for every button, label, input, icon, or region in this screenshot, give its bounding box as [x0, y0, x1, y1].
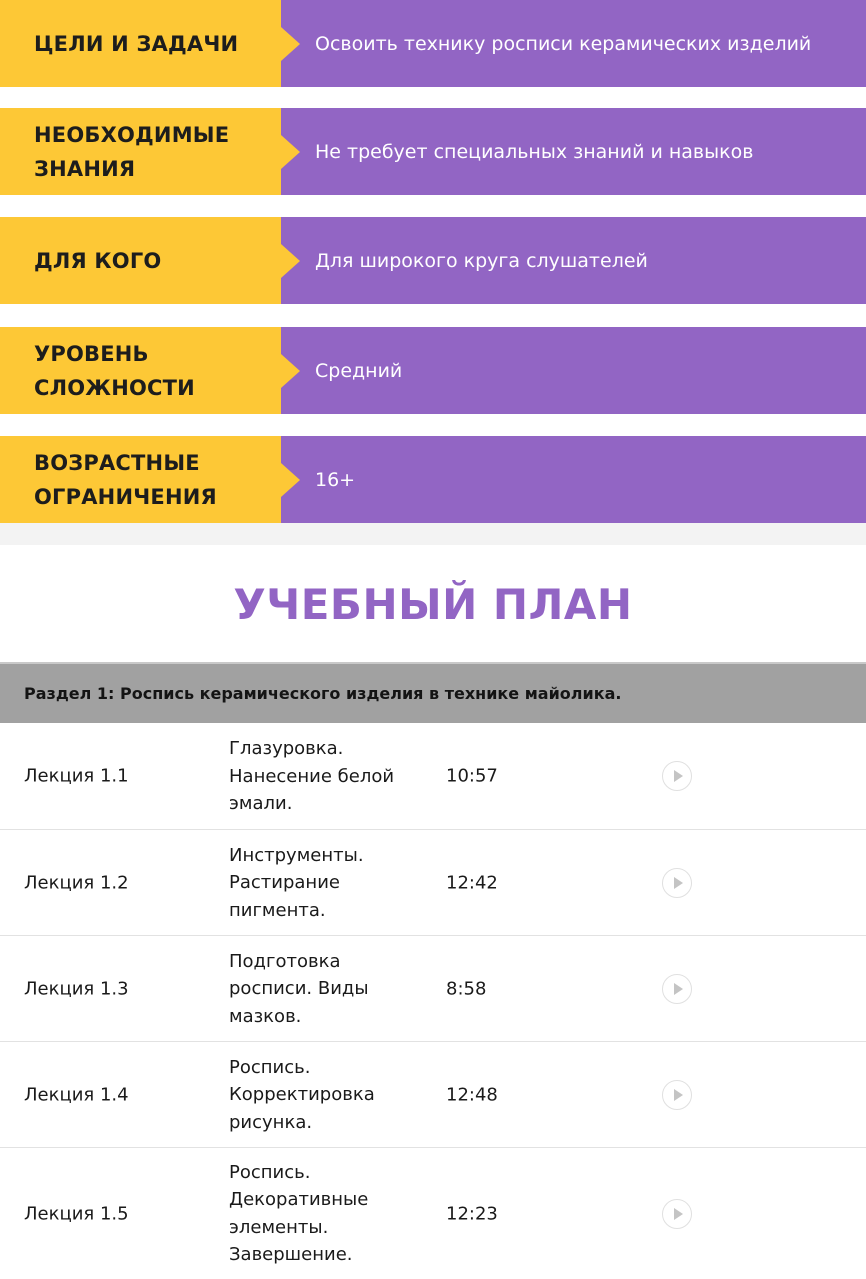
lecture-duration: 10:57 — [446, 765, 498, 787]
section-header[interactable]: Раздел 1: Роспись керамического изделия в технике майолика. — [0, 662, 866, 723]
play-icon[interactable] — [662, 1080, 692, 1110]
lecture-row — [0, 830, 866, 936]
lecture-name: Лекция 1.1 — [24, 765, 129, 787]
info-value: Средний — [281, 327, 866, 414]
info-label: НЕОБХОДИМЫЕ ЗНАНИЯ — [0, 108, 281, 195]
play-icon[interactable] — [662, 974, 692, 1004]
info-label: ЦЕЛИ И ЗАДАЧИ — [0, 0, 281, 87]
info-row-goals — [0, 0, 866, 87]
lecture-row — [0, 1042, 866, 1148]
lecture-duration: 12:48 — [446, 1084, 498, 1105]
play-icon[interactable] — [662, 1199, 692, 1229]
info-value: Для широкого круга слушателей — [281, 217, 866, 304]
lecture-row — [0, 936, 866, 1042]
info-value: Освоить технику росписи керамических изделий — [281, 0, 866, 87]
lecture-topic: Роспись. Корректировка рисунка. — [229, 1056, 375, 1133]
info-label: ВОЗРАСТНЫЕ ОГРАНИЧЕНИЯ — [0, 436, 281, 523]
info-row-age-limit — [0, 436, 866, 523]
lecture-duration: 12:23 — [446, 1203, 498, 1224]
info-row-requirements — [0, 108, 866, 195]
play-icon[interactable] — [662, 868, 692, 898]
lecture-name: Лекция 1.5 — [24, 1203, 129, 1224]
info-value: Не требует специальных знаний и навыков — [281, 108, 866, 195]
lecture-duration: 12:42 — [446, 872, 498, 893]
section-divider — [0, 523, 866, 545]
lecture-name: Лекция 1.2 — [24, 872, 129, 893]
plan-title: УЧЕБНЫЙ ПЛАН — [233, 580, 633, 629]
lecture-row — [0, 1148, 866, 1279]
lecture-topic: Роспись. Декоративные элементы. Завершение. — [229, 1161, 369, 1265]
lecture-topic: Инструменты. Растирание пигмента. — [229, 844, 364, 921]
lecture-row — [0, 723, 866, 830]
info-label: ДЛЯ КОГО — [0, 217, 281, 304]
info-label: УРОВЕНЬ СЛОЖНОСТИ — [0, 327, 281, 414]
lecture-duration: 8:58 — [446, 978, 487, 999]
play-icon[interactable] — [662, 761, 692, 791]
lecture-topic: Глазуровка. Нанесение белой эмали. — [229, 737, 395, 814]
info-value: 16+ — [281, 436, 866, 523]
info-row-difficulty — [0, 327, 866, 414]
lecture-topic: Подготовка росписи. Виды мазков. — [229, 950, 369, 1027]
info-row-audience — [0, 217, 866, 304]
lecture-name: Лекция 1.3 — [24, 978, 129, 999]
lecture-name: Лекция 1.4 — [24, 1084, 129, 1105]
